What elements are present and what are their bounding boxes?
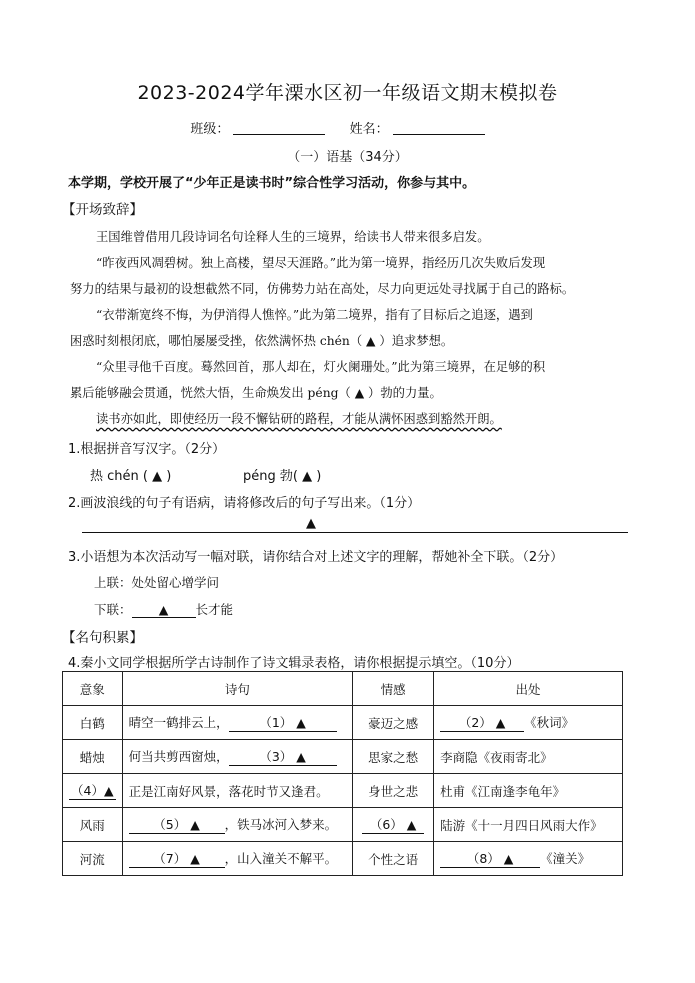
line-text: ，山入潼关不解平。 [224,851,338,866]
source-text: 《潼关》 [540,851,591,866]
blank-2[interactable]: （2） ▲ [440,713,524,732]
blank-8[interactable]: （8） ▲ [440,849,540,868]
source-text: 李商隐《夜雨寄北》 [440,749,553,765]
class-label: 班级： [190,122,230,137]
opening-heading: 【开场致辞】 [62,202,143,218]
table-row [63,774,623,808]
cell-line [122,740,353,774]
couplet-upper-text: 处处留心增学问 [131,575,220,590]
question-3: 3.小语想为本次活动写一幅对联，请你结合对上述文字的理解，帮她补全下联。（2分） [68,550,564,565]
couplet-lower [94,600,233,618]
cell-emotion: 思家之愁 [353,740,434,774]
line-text: 何当共剪西窗烛， [128,749,229,764]
famous-heading: 【名句积累】 [62,630,143,646]
intro-text: 本学期，学校开展了“少年正是读书时”综合性学习活动，你参与其中。 [68,176,476,191]
opening-line: 困惑时刻根闭底，哪怕屡屡受挫，依然满怀热 chén（ ▲ ）追求梦想。 [70,334,454,348]
question-4: 4.秦小文同学根据所学古诗制作了诗文辑录表格，请你根据提示填空。（10分） [68,656,520,671]
cell-source: 陆游《十一月四日风雨大作》 [434,808,623,842]
opening-line: “众里寻他千百度。蓦然回首，那人却在，灯火阑珊处。”此为第三境界，在足够的积 [96,360,546,374]
section-heading: （一）语基（34分） [287,150,408,165]
cell-image [63,774,123,808]
opening-line: “昨夜西风凋碧树。独上高楼，望尽天涯路。”此为第一境界，指经历几次失败后发现 [96,256,546,270]
cell-line: 正是江南好风景，落花时节又逢君。 [122,774,353,808]
blank-7[interactable]: （7） ▲ [129,849,225,868]
q1-answer-a[interactable]: 热 chén ( ▲ ) [90,469,172,484]
table-header-row [63,672,623,706]
cell-image: 河流 [63,842,123,876]
header-source: 出处 [434,672,623,706]
cell-line [122,706,353,740]
cell-emotion [353,808,434,842]
student-info [0,118,695,137]
header-image: 意象 [63,672,123,706]
table-row [63,706,623,740]
table-row [63,808,623,842]
header-line: 诗句 [122,672,353,706]
cell-source [434,706,623,740]
table-row [63,740,623,774]
couplet-lower-blank[interactable]: ▲ [132,602,196,618]
couplet-lower-label: 下联： [94,602,132,617]
q2-answer-mark: ▲ [306,516,316,531]
header-emotion: 情感 [353,672,434,706]
opening-line: 累后能够融会贯通，恍然大悟，生命焕发出 péng（ ▲ ）勃的力量。 [70,386,442,400]
blank-5[interactable]: （5） ▲ [129,815,225,834]
page-title: 2023-2024学年溧水区初一年级语文期末模拟卷 [137,82,558,104]
source-text: 《秋词》 [524,715,575,730]
cell-image: 蜡烛 [63,740,123,774]
cell-line [122,808,353,842]
blank-4[interactable]: （4）▲ [71,783,114,798]
table-row [63,842,623,876]
opening-line: 王国维曾借用几段诗词名句诠释人生的三境界，给读书人带来很多启发。 [96,230,490,244]
class-blank[interactable] [233,122,325,135]
poem-table [62,671,623,876]
couplet-lower-tail: 长才能 [195,602,234,617]
cell-image: 白鹤 [63,706,123,740]
couplet-upper-label: 上联： [94,575,132,590]
name-blank[interactable] [393,122,485,135]
opening-line: 努力的结果与最初的设想截然不同，仿佛势力站在高处，尽力向更远处寻找属于自己的路标。 [70,282,575,296]
cell-source [434,842,623,876]
wavy-sentence: 读书亦如此，即使经历一段不懈钻研的路程，才能从满怀困惑到豁然开朗。 [96,412,502,426]
opening-line: “衣带渐宽终不悔，为伊消得人憔悴。”此为第二境界，指有了目标后之追逐，遇到 [96,308,533,322]
question-2: 2.画波浪线的句子有语病，请将修改后的句子写出来。（1分） [68,496,421,511]
question-1: 1.根据拼音写汉字。（2分） [68,442,226,457]
cell-line [122,842,353,876]
cell-source: 杜甫《江南逢李龟年》 [434,774,623,808]
name-label: 姓名： [349,122,389,137]
cell-image: 风雨 [63,808,123,842]
line-text: 晴空一鹤排云上， [128,715,229,730]
couplet-upper [94,573,219,591]
blank-6[interactable]: （6） ▲ [362,815,424,834]
q1-answer-b[interactable]: péng 勃( ▲ ) [243,469,322,484]
line-text: ，铁马冰河入梦来。 [224,817,338,832]
cell-source [434,740,623,774]
blank-3[interactable]: （3） ▲ [229,747,337,766]
cell-emotion: 豪迈之感 [353,706,434,740]
q2-answer-line[interactable] [82,532,628,533]
cell-emotion: 身世之悲 [353,774,434,808]
blank-1[interactable]: （1） ▲ [229,713,337,732]
cell-emotion: 个性之语 [353,842,434,876]
